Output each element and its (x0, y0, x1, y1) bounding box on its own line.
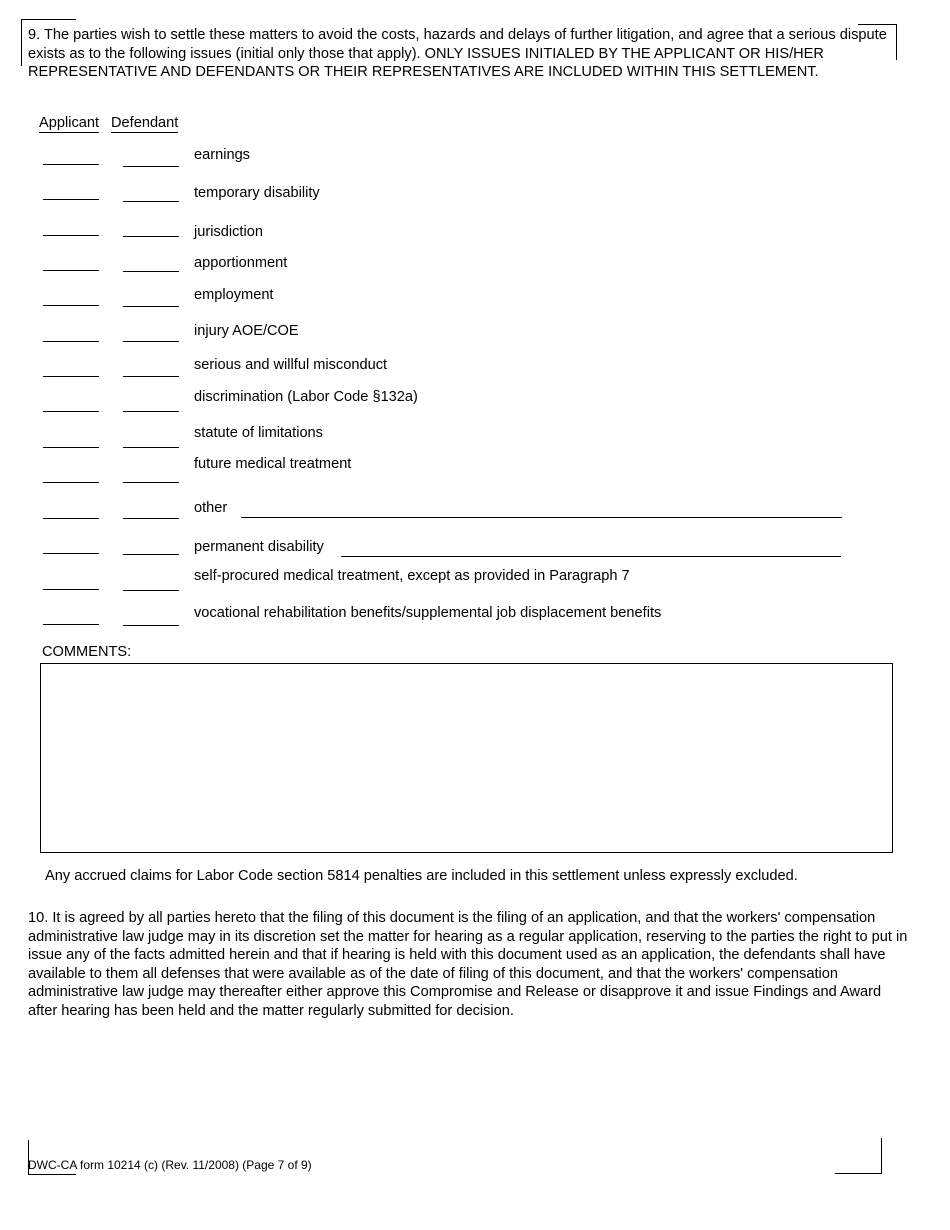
issue-label: self-procured medical treatment, except as provided in Paragraph 7 (194, 568, 630, 584)
applicant-initial-field[interactable] (43, 518, 99, 519)
defendant-initial-field[interactable] (123, 236, 179, 237)
issue-label: injury AOE/COE (194, 323, 299, 339)
issue-label: discrimination (Labor Code §132a) (194, 389, 418, 405)
form-footer-id: DWC-CA form 10214 (c) (Rev. 11/2008) (Page 7 of 9) (28, 1158, 312, 1172)
applicant-initial-field[interactable] (43, 199, 99, 200)
issue-label: vocational rehabilitation benefits/supplemental job displacement benefits (194, 605, 662, 621)
defendant-initial-field[interactable] (123, 625, 179, 626)
defendant-initial-field[interactable] (123, 376, 179, 377)
defendant-initial-field[interactable] (123, 411, 179, 412)
column-header-applicant: Applicant (39, 115, 100, 131)
issue-label: other (194, 500, 228, 516)
applicant-initial-field[interactable] (43, 447, 99, 448)
corner-mark-top-left-h (21, 19, 76, 20)
issue-label: statute of limitations (194, 425, 323, 441)
corner-mark-bottom-right-v (881, 1138, 882, 1174)
applicant-initial-field[interactable] (43, 270, 99, 271)
applicant-initial-field[interactable] (43, 235, 99, 236)
defendant-initial-field[interactable] (123, 518, 179, 519)
paragraph-9: 9. The parties wish to settle these matters to avoid the costs, hazards and delays of further litigation, and agree that a serious dispute exists as to the following issues (initial only those that apply). ONLY ISSUES INITIALED BY THE APPLICANT OR HIS/HER REPRESENTATIVE AND DEFENDANTS OR THEIR REPRESENTATIVES ARE INCLUDED WITHIN THIS SETTLEMENT. (28, 27, 887, 80)
defendant-initial-field[interactable] (123, 306, 179, 307)
paragraph-10: 10. It is agreed by all parties hereto that the filing of this document is the filing of an application, and that the workers' compensation administrative law judge may in its discretion set the matter for hearing as a regular application, reserving to the parties the right to put in issue any of the facts admitted herein and that if hearing is held with this document used as an application, the defendants shall have available to them all defenses that were available as of the date of filing of this document, and that the workers' compensation administrative law judge may thereafter either approve this Compromise and Release or disapprove it and issue Findings and Award after hearing has been held and the matter regularly submitted for decision. (28, 910, 908, 1019)
issue-label: employment (194, 287, 274, 303)
penalties-note: Any accrued claims for Labor Code section 5814 penalties are included in this settlement unless expressly excluded. (45, 868, 798, 884)
issue-label: serious and willful misconduct (194, 357, 388, 373)
defendant-initial-field[interactable] (123, 201, 179, 202)
corner-mark-bottom-left-h (28, 1174, 76, 1175)
applicant-initial-field[interactable] (43, 341, 99, 342)
applicant-initial-field[interactable] (43, 305, 99, 306)
other-description-field[interactable] (241, 517, 842, 518)
corner-mark-bottom-right-h (835, 1173, 882, 1174)
comments-textarea[interactable] (40, 663, 893, 853)
issue-label: earnings (194, 147, 250, 163)
defendant-initial-field[interactable] (123, 447, 179, 448)
issue-label: temporary disability (194, 185, 320, 201)
comments-label: COMMENTS: (42, 644, 132, 660)
applicant-initial-field[interactable] (43, 589, 99, 590)
applicant-initial-field[interactable] (43, 624, 99, 625)
applicant-initial-field[interactable] (43, 411, 99, 412)
defendant-initial-field[interactable] (123, 341, 179, 342)
defendant-initial-field[interactable] (123, 590, 179, 591)
applicant-initial-field[interactable] (43, 376, 99, 377)
defendant-initial-field[interactable] (123, 271, 179, 272)
applicant-initial-field[interactable] (43, 164, 99, 165)
corner-mark-top-left-v (21, 19, 22, 66)
corner-mark-top-right-h (858, 24, 897, 25)
defendant-initial-field[interactable] (123, 482, 179, 483)
column-header-defendant: Defendant (111, 115, 179, 131)
issue-label: permanent disability (194, 539, 324, 555)
issue-label: future medical treatment (194, 456, 352, 472)
permanent-disability-description-field[interactable] (341, 556, 841, 557)
applicant-initial-field[interactable] (43, 553, 99, 554)
defendant-initial-field[interactable] (123, 166, 179, 167)
defendant-initial-field[interactable] (123, 554, 179, 555)
applicant-initial-field[interactable] (43, 482, 99, 483)
issue-label: apportionment (194, 255, 288, 271)
issue-label: jurisdiction (194, 224, 263, 240)
